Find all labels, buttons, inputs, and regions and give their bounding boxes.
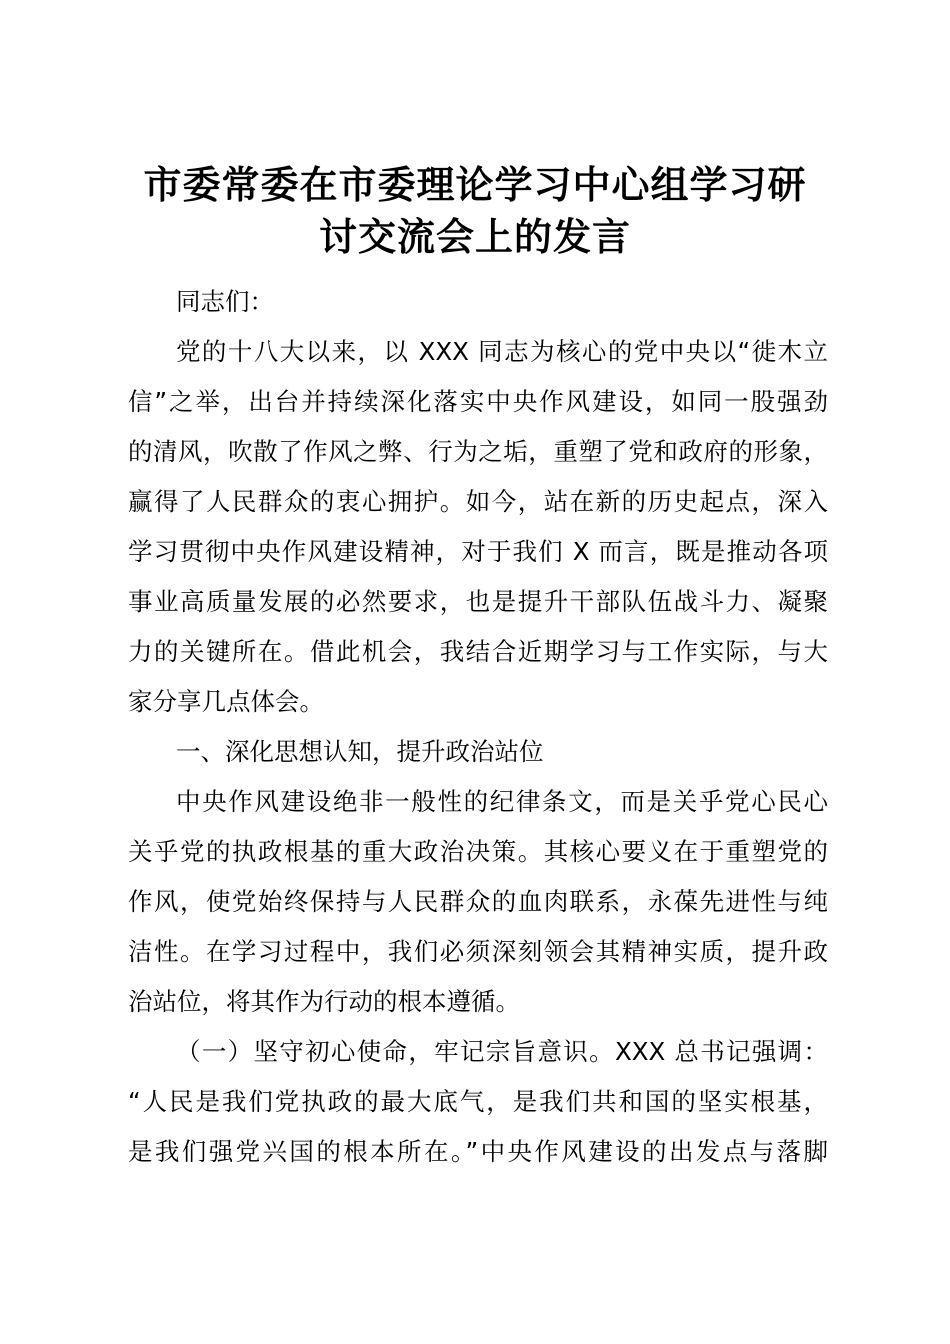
paragraph-3-line-3: 是我们强党兴国的根本所在。”中央作风建设的出发点与落脚 bbox=[128, 1137, 828, 1166]
paragraph-1-line-5: 学习贯彻中央作风建设精神，对于我们 X 而言，既是推动各项 bbox=[128, 537, 828, 566]
paragraph-2-line-2: 关乎党的执政根基的重大政治决策。其核心要义在于重塑党的 bbox=[128, 837, 828, 866]
paragraph-2-line-5: 治站位，将其作为行动的根本遵循。 bbox=[128, 987, 520, 1016]
paragraph-1-line-4: 赢得了人民群众的衷心拥护。如今，站在新的历史起点，深入 bbox=[128, 487, 828, 516]
document-title-line-2: 讨交流会上的发言 bbox=[318, 214, 631, 259]
paragraph-1-line-3: 的清风，吹散了作风之弊、行为之垢，重塑了党和政府的形象， bbox=[128, 437, 828, 466]
document-title-line-1: 市委常委在市委理论学习中心组学习研 bbox=[143, 162, 807, 207]
salutation: 同志们： bbox=[176, 287, 274, 316]
paragraph-1-line-1: 党的十八大以来，以 XXX 同志为核心的党中央以“徙木立 bbox=[176, 337, 828, 366]
paragraph-3-line-2: “人民是我们党执政的最大底气，是我们共和国的坚实根基， bbox=[128, 1087, 828, 1116]
paragraph-1-line-8: 家分享几点体会。 bbox=[128, 687, 324, 716]
paragraph-2-line-4: 洁性。在学习过程中，我们必须深刻领会其精神实质，提升政 bbox=[128, 937, 828, 966]
paragraph-2-line-3: 作风，使党始终保持与人民群众的血肉联系，永葆先进性与纯 bbox=[128, 887, 828, 916]
paragraph-3-line-1: （一）坚守初心使命，牢记宗旨意识。XXX 总书记强调： bbox=[176, 1037, 828, 1066]
paragraph-1-line-2: 信”之举，出台并持续深化落实中央作风建设，如同一股强劲 bbox=[128, 387, 828, 416]
section-heading-1: 一、深化思想认知，提升政治站位 bbox=[176, 737, 544, 766]
paragraph-1-line-6: 事业高质量发展的必然要求，也是提升干部队伍战斗力、凝聚 bbox=[128, 587, 828, 616]
paragraph-1-line-7: 力的关键所在。借此机会，我结合近期学习与工作实际，与大 bbox=[128, 637, 828, 666]
paragraph-2-line-1: 中央作风建设绝非一般性的纪律条文，而是关乎党心民心 bbox=[176, 787, 828, 816]
